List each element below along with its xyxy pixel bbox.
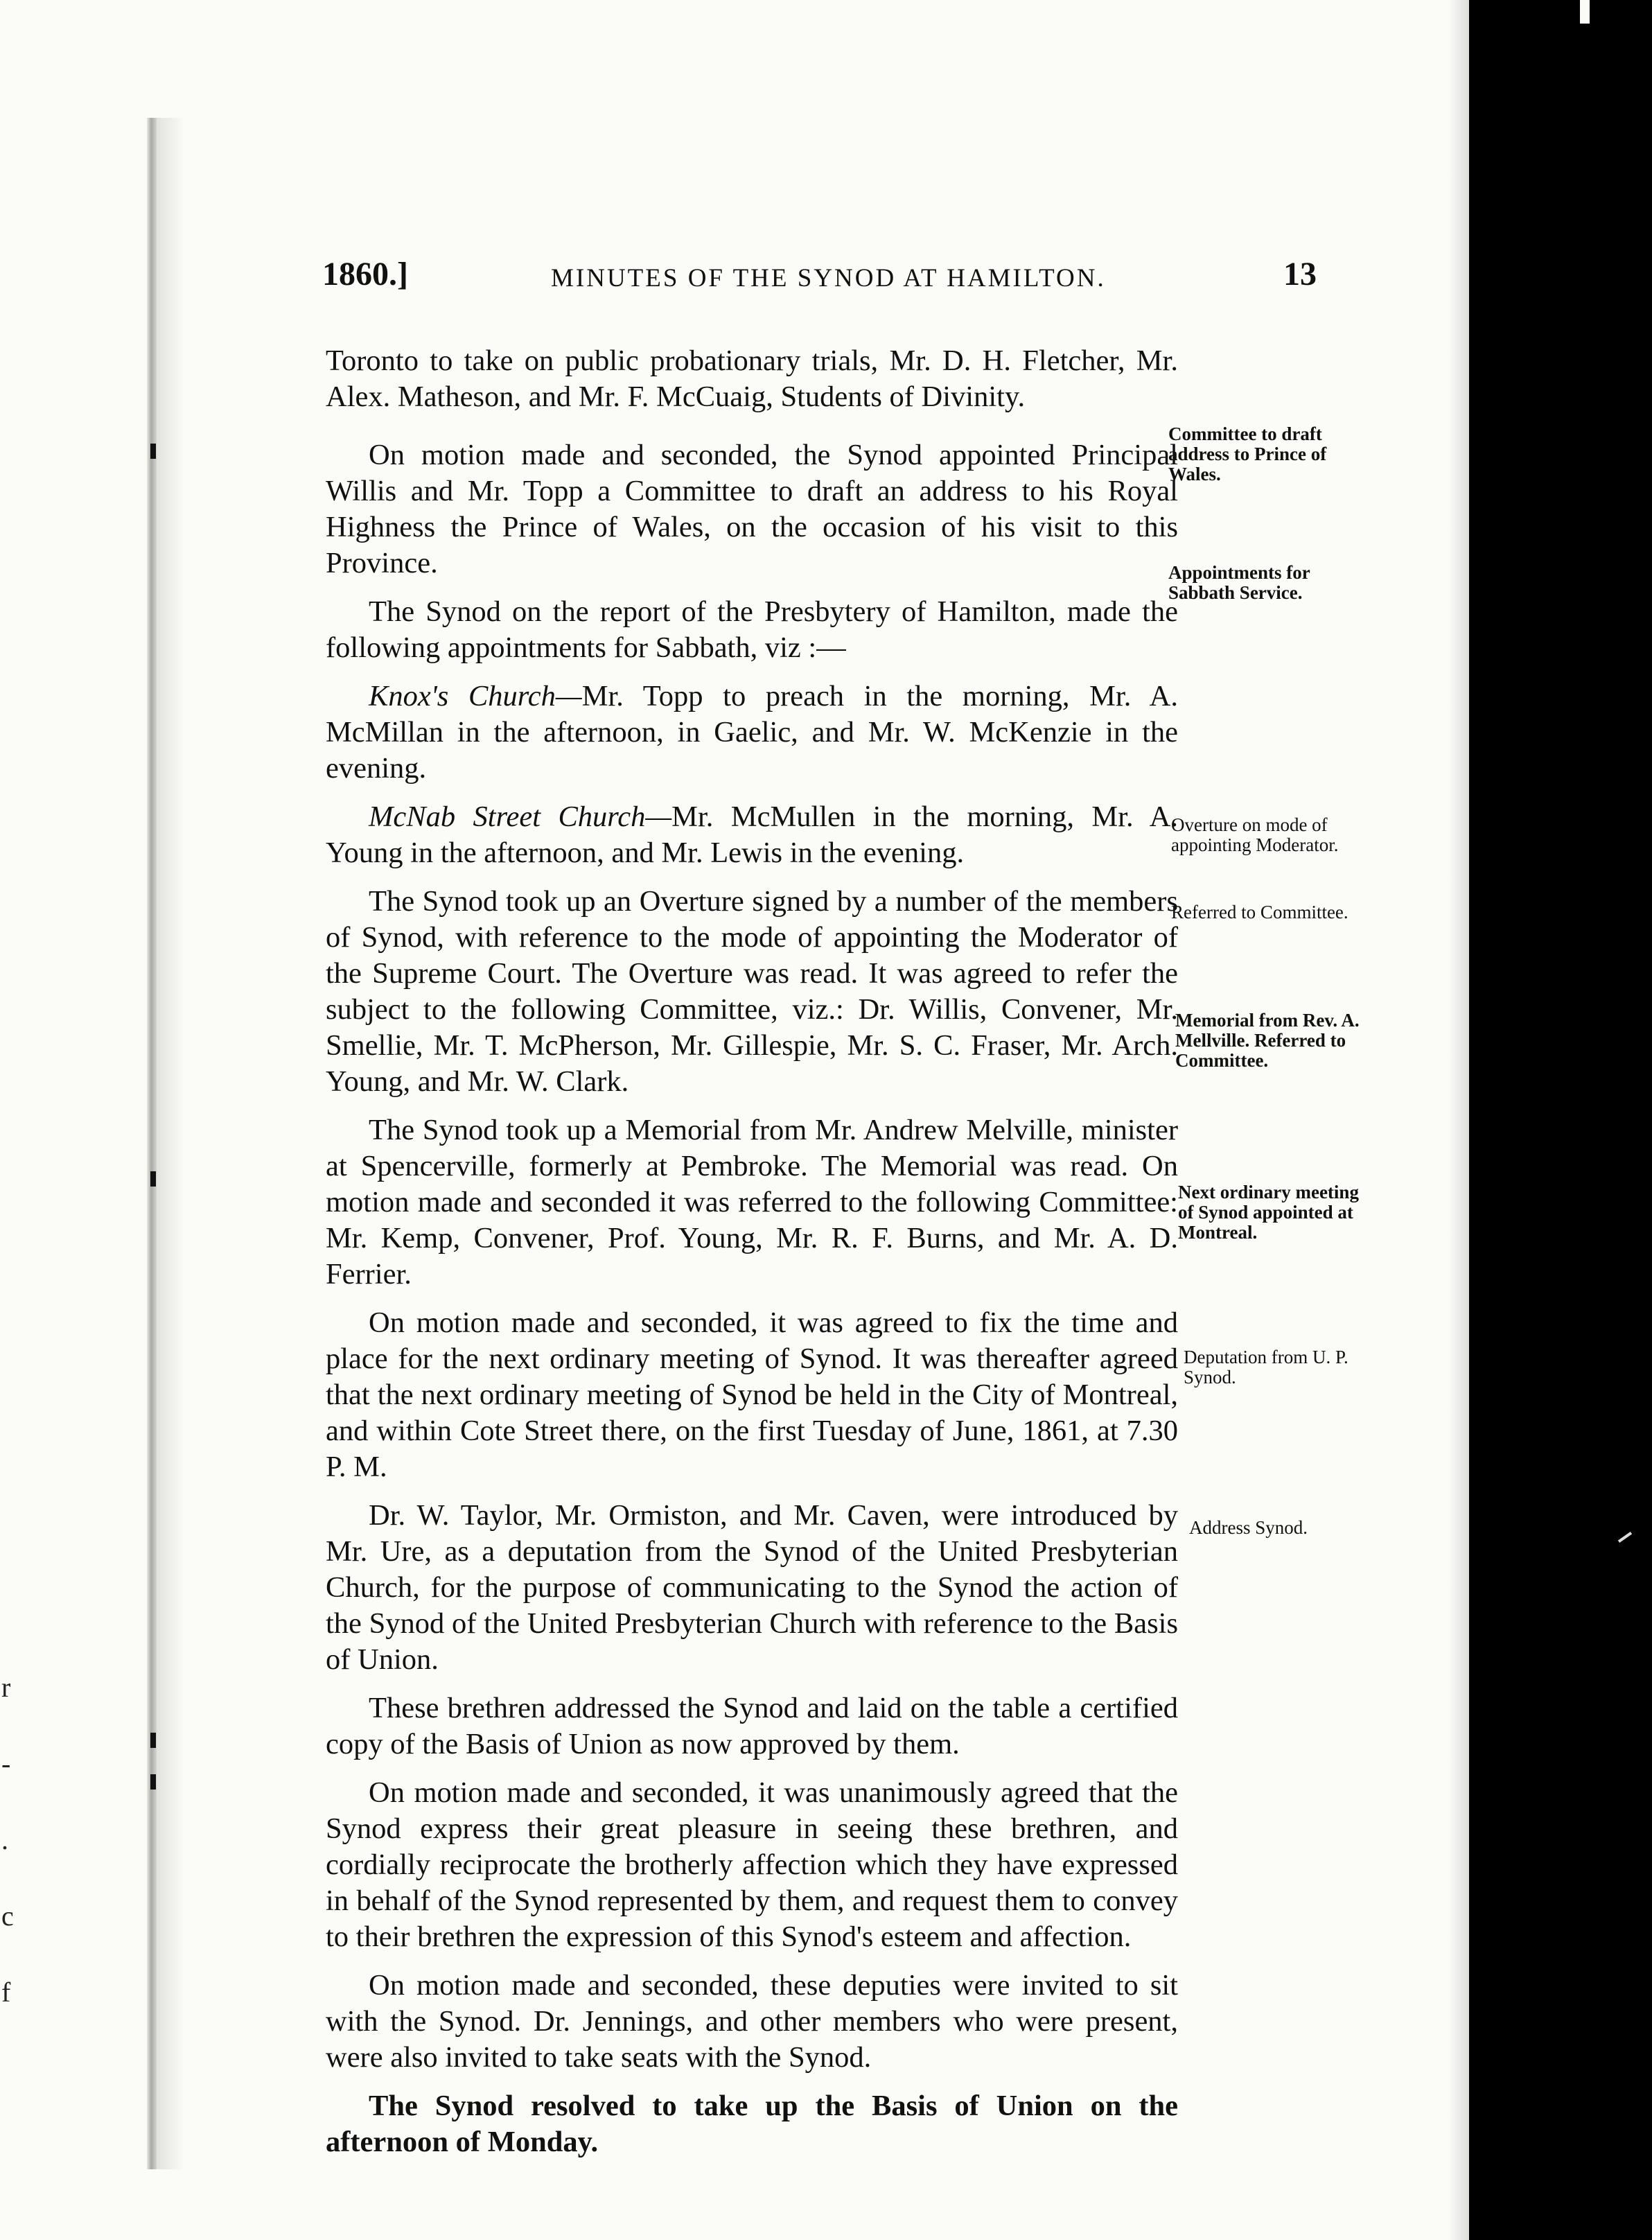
- margin-note: Committee to draft address to Prince of Wales.: [1168, 423, 1327, 484]
- body-text: [326, 343, 1178, 2173]
- paragraph-text: Mr. Topp to preach in the morning, Mr. A. McMillan in the afternoon, in Gaelic, and Mr. W. McKenzie in the evening.: [326, 680, 1178, 785]
- scan-speck: [1618, 1532, 1632, 1543]
- paragraph: The Synod took up an Overture signed by a number of the members of Synod, with reference to the mode of appointing the Moderator of the Supreme Court. The Overture was read. It was agreed to refer the subject to the following Committee, viz.: Dr. Willis, Convener, Mr. Smellie, Mr. T. McPherson, Mr. Gillespie, Mr. S. C. Fraser, Mr. Arch. Young, and Mr. W. Clark.: [326, 885, 1178, 1098]
- paragraph: On motion made and seconded, it was agreed to fix the time and place for the next ordinary meeting of Synod. It was thereafter agreed that the next ordinary meeting of Synod be held in the City of Montreal, and within Cote Street there, on the first Tuesday of June, 1861, at 7.30 P. M.: [326, 1306, 1178, 1483]
- page-edge-shadow: [1448, 0, 1469, 2240]
- running-head: [322, 255, 1317, 304]
- margin-note: Appointments for Sabbath Service.: [1168, 562, 1310, 603]
- margin-note: Overture on mode of appointing Moderator.: [1171, 814, 1339, 855]
- left-page-margin-crumbs: r - . c f: [1, 1672, 14, 2008]
- paragraph: On motion made and seconded, it was unanimously agreed that the Synod express their great pleasure in seeing these brethren, and cordially reciprocate the brotherly affection which they have expressed in behalf of the Synod represented by them, and request them to convey to their brethren the expression of this Synod's esteem and affection.: [326, 1776, 1178, 1953]
- running-head-title: MINUTES OF THE SYNOD AT HAMILTON.: [551, 264, 1106, 292]
- margin-note: Next ordinary meeting of Synod appointed at Montreal.: [1178, 1182, 1359, 1243]
- paragraph: The Synod took up a Memorial from Mr. Andrew Melville, minister at Spencerville, formerly at Pembroke. The Memorial was read. On motion made and seconded it was referred to the following Committee: Mr. Kemp, Convener, Prof. Young, Mr. R. F. Burns, and Mr. A. D. Ferrier.: [326, 1114, 1178, 1290]
- paragraph: [326, 799, 1178, 871]
- spine-mark: [150, 1733, 156, 1748]
- margin-note: Memorial from Rev. A. Mellville. Referred to Committee.: [1175, 1010, 1360, 1071]
- paragraph: On motion made and seconded, the Synod appointed Principal Willis and Mr. Topp a Committee to draft an address to his Royal Highness the Prince of Wales, on the occasion of his visit to this Province.: [326, 439, 1178, 579]
- paragraph: These brethren addressed the Synod and laid on the table a certified copy of the Basis of Union as now approved by them.: [326, 1692, 1178, 1760]
- running-head-year: 1860.]: [322, 256, 408, 292]
- margin-note: Deputation from U. P. Synod.: [1184, 1347, 1348, 1388]
- margin-note: Referred to Committee.: [1171, 902, 1348, 922]
- spine-mark: [150, 1171, 156, 1187]
- book-gutter: [147, 118, 157, 2169]
- spine-mark: [150, 444, 156, 459]
- paragraph: The Synod on the report of the Presbytery of Hamilton, made the following appointments for Sabbath, viz :—: [326, 595, 1178, 664]
- gutter-shadow: [157, 118, 184, 2169]
- spine-mark: [150, 1774, 156, 1790]
- paragraph: [326, 679, 1178, 787]
- paragraph: On motion made and seconded, these deputies were invited to sit with the Synod. Dr. Jennings, and other members who were present, were also invited to take seats with the Synod.: [326, 1969, 1178, 2074]
- margin-note: Address Synod.: [1189, 1517, 1308, 1538]
- church-label-mcnab: McNab Street Church—: [369, 800, 672, 833]
- paragraph: Toronto to take on public probationary trials, Mr. D. H. Fletcher, Mr. Alex. Matheson, and Mr. F. McCuaig, Students of Divinity.: [326, 344, 1178, 413]
- paragraph: The Synod resolved to take up the Basis of Union on the afternoon of Monday.: [326, 2090, 1178, 2158]
- page-number: 13: [1283, 256, 1317, 292]
- scan-corner-mark: [1580, 0, 1590, 24]
- church-label-knox: Knox's Church—: [369, 680, 582, 712]
- paragraph-text: Mr. McMullen in the morning, Mr. A. Young in the afternoon, and Mr. Lewis in the evening.: [326, 800, 1178, 869]
- paragraph: Dr. W. Taylor, Mr. Ormiston, and Mr. Caven, were introduced by Mr. Ure, as a deputation from the Synod of the United Presbyterian Church, for the purpose of communicating to the Synod the action of the Synod of the United Presbyterian Church with reference to the Basis of Union.: [326, 1499, 1178, 1676]
